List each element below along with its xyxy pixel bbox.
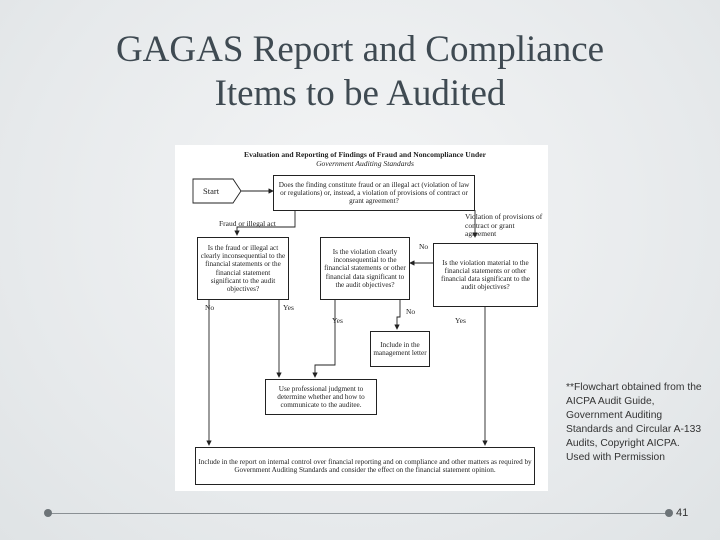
box-professional-judgment-text: Use professional judgment to determine whether and how to communicate to the auditee. <box>277 384 365 410</box>
question-violation-material-text: Is the violation material to the financial statements or other financial data significant to the audit objectives? <box>440 258 530 292</box>
page-number: 41 <box>676 507 689 519</box>
slide-title <box>40 28 680 116</box>
box-management-letter <box>370 331 430 367</box>
question-violation-inconsequential <box>320 237 410 300</box>
box-include-in-report-text: Include in the report on internal control over financial reporting and on compliance and other matters as required by Government Auditing Standards and consider the effect on the financial statement opinion. <box>198 457 532 474</box>
flowchart-image <box>175 145 548 491</box>
question-fraud-or-violation <box>273 175 475 211</box>
start-label: Start <box>203 186 220 196</box>
flowchart-title: Evaluation and Reporting of Findings of Fraud and Noncompliance Under <box>244 150 486 159</box>
question-violation-material <box>433 243 538 307</box>
flowchart-subtitle: Government Auditing Standards <box>316 159 414 168</box>
label-yes-violation: Yes <box>332 316 343 325</box>
label-no-material: No <box>419 242 429 251</box>
question-violation-inconsequential-text: Is the violation clearly inconsequential to the financial statements or other financial data significant to the audit objectives? <box>324 247 406 289</box>
box-management-letter-text: Include in the management letter <box>373 340 427 357</box>
footer-bullet-right <box>665 509 673 517</box>
label-yes-fraud: Yes <box>283 303 294 312</box>
label-violation-of-provisions: Violation of provisions of contract or grant agreement <box>465 212 543 238</box>
footer-bullet-left <box>44 509 52 517</box>
question-fraud-inconsequential <box>197 237 289 300</box>
title-line-1: GAGAS Report and Compliance <box>115 29 605 70</box>
footer-divider <box>48 513 670 514</box>
question-fraud-or-violation-text: Does the finding constitute fraud or an illegal act (violation of law or regulations) or, instead, a violation of provisions of contract or grant agreement? <box>278 180 470 206</box>
label-no-violation: No <box>406 307 416 316</box>
label-fraud-or-illegal-act: Fraud or illegal act <box>219 219 276 228</box>
box-professional-judgment <box>265 379 377 415</box>
question-fraud-inconsequential-text: Is the fraud or illegal act clearly inconsequential to the financial statements or the financial statement significant to the audit objectives? <box>200 243 286 293</box>
source-note: **Flowchart obtained from the AICPA Audit Guide, Government Auditing Standards and Circular A-133 Audits, Copyright AICPA. Used with Permission <box>566 382 702 463</box>
title-line-2: Items to be Audited <box>214 73 506 114</box>
box-include-in-report <box>195 447 535 485</box>
label-yes-material: Yes <box>455 316 466 325</box>
label-no-fraud: No <box>205 303 215 312</box>
